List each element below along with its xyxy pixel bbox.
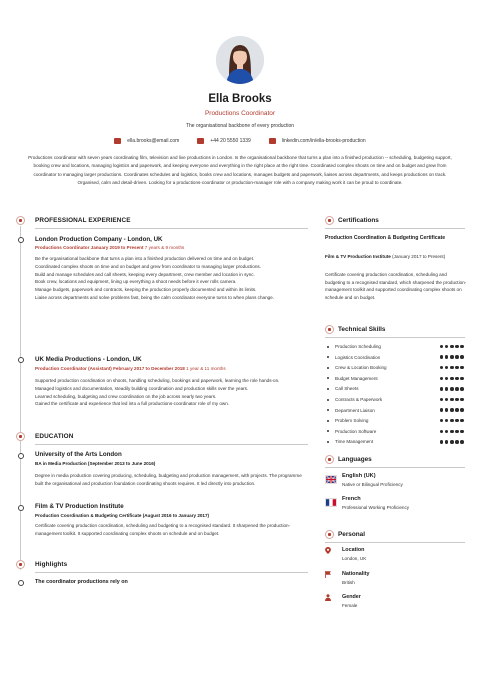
- education-heading: EDUCATION: [35, 433, 74, 440]
- contact-bar: [0, 138, 480, 144]
- skill-row: [327, 353, 467, 362]
- timeline-dot: [18, 357, 24, 363]
- skill-rating: [440, 398, 464, 402]
- rating-dot: [460, 355, 464, 359]
- job-line: Liaise across departments and solve problems fast, being the calm coordinator everyone turns to when plans change.: [35, 294, 275, 300]
- job-line: Manage budgets, paperwork and contracts, keeping the production properly documented and within its limits.: [35, 287, 257, 293]
- job-line: Learned scheduling, budgeting and crew coordination on the job across nearly two years.: [35, 393, 217, 399]
- languages-heading: Languages: [338, 456, 372, 463]
- rating-dot: [460, 345, 464, 349]
- bulb-icon: [325, 325, 334, 334]
- bullet-icon: [327, 346, 329, 348]
- job-role-title: Productions Coordinator: [35, 245, 90, 250]
- job-line: Gained the certificate and experience that led into a full productions-coordinator role of my own.: [35, 401, 230, 407]
- language-name: English (UK): [342, 473, 376, 479]
- rating-dot: [455, 419, 459, 423]
- rating-dot: [455, 440, 459, 444]
- rating-dot: [460, 398, 464, 402]
- timeline-dot: [18, 237, 24, 243]
- bullet-icon: [327, 430, 329, 432]
- job-description: [35, 255, 308, 302]
- uk-flag-icon: [325, 475, 337, 484]
- rating-dot: [445, 366, 449, 370]
- rating-dot: [440, 419, 444, 423]
- bullet-icon: [327, 441, 329, 443]
- timeline-dot: [18, 453, 24, 459]
- skill-rating: [440, 345, 464, 349]
- email-icon: [114, 138, 121, 144]
- education-line: Certificate covering production coordination, scheduling and budgeting to a recognised standard. It sharpened the production-management toolkit. It supported coordinating complex shoots on schedule and on budget.: [35, 523, 291, 536]
- divider: [35, 572, 308, 573]
- job-role: [35, 366, 226, 371]
- phone-text: +44 20 5550 1339: [210, 138, 251, 144]
- divider: [325, 542, 465, 543]
- job-role-title: Production Coordinator (Assistant): [35, 366, 112, 371]
- skill-rating: [440, 355, 464, 359]
- job-description: [35, 377, 308, 408]
- rating-dot: [445, 345, 449, 349]
- bullet-icon: [327, 388, 329, 390]
- skill-label: Contracts & Paperwork: [335, 397, 383, 402]
- job-role-dates: February 2017 to December 2018: [113, 366, 185, 371]
- contact-phone[interactable]: [197, 138, 250, 144]
- rating-dot: [455, 430, 459, 434]
- job-duration: 1 year & 11 months: [186, 366, 226, 371]
- school-name: University of the Arts London: [35, 451, 122, 458]
- job-title: Productions Coordinator: [204, 110, 276, 117]
- job-line: Book crew, locations and equipment, lining up everything a shoot needs before it ever rolls camera.: [35, 279, 237, 285]
- skills-heading: Technical Skills: [338, 326, 386, 333]
- degree: Production Coordination & Budgeting Certificate (August 2016 to January 2017): [35, 513, 210, 518]
- job-role: [35, 245, 184, 250]
- linkedin-icon: [269, 138, 276, 144]
- divider: [35, 228, 308, 229]
- candidate-name: Ella Brooks: [208, 93, 272, 105]
- personal-label: Gender: [342, 594, 361, 600]
- briefcase-icon: [16, 216, 25, 225]
- job-duration: 7 years & 9 months: [144, 245, 185, 250]
- skill-row: [327, 395, 467, 404]
- language-level: Native or Bilingual Proficiency: [342, 482, 403, 487]
- certification-org: [325, 253, 465, 260]
- skill-rating: [440, 377, 464, 381]
- job-org: London Production Company - London, UK: [35, 236, 163, 243]
- language-level: Professional Working Proficiency: [342, 505, 410, 510]
- bullet-icon: [327, 399, 329, 401]
- certification-description: Certificate covering production coordination, scheduling and budgeting to a recognised standard, which sharpened the production-management toolkit and supported coordinating complex shoots on schedule and on budget.: [325, 272, 467, 300]
- timeline-line: [20, 226, 21, 570]
- skill-label: Crew & Location Booking: [335, 365, 387, 371]
- rating-dot: [450, 355, 454, 359]
- rating-dot: [460, 377, 464, 381]
- rating-dot: [450, 408, 454, 412]
- rating-dot: [450, 377, 454, 381]
- rating-dot: [440, 366, 444, 370]
- job-org: UK Media Productions - London, UK: [35, 356, 142, 363]
- skill-label: Production Software: [335, 428, 377, 434]
- contact-email[interactable]: [114, 138, 179, 144]
- location-icon: [325, 547, 331, 554]
- rating-dot: [450, 419, 454, 423]
- rating-dot: [445, 419, 449, 423]
- highlight-item: The coordinator productions rely on: [35, 579, 128, 585]
- rating-dot: [445, 377, 449, 381]
- personal-value: Female: [342, 603, 358, 608]
- certification-dates: (January 2017 to Present): [392, 254, 446, 259]
- job-line: Coordinated complex shoots on time and on budget and grew from coordinator to managing larger productions.: [35, 263, 261, 269]
- skill-rating: [440, 408, 464, 412]
- skill-rating: [440, 366, 464, 370]
- rating-dot: [445, 398, 449, 402]
- rating-dot: [440, 398, 444, 402]
- star-icon: [16, 560, 25, 569]
- email-text: ella.brooks@email.com: [127, 138, 180, 144]
- rating-dot: [450, 440, 454, 444]
- france-flag-icon: [325, 498, 337, 507]
- globe-icon: [325, 455, 334, 464]
- personal-value: London, UK: [342, 556, 367, 561]
- degree: BA in Media Production (September 2013 to June 2016): [35, 461, 156, 466]
- rating-dot: [450, 366, 454, 370]
- rating-dot: [445, 408, 449, 412]
- avatar: [216, 36, 264, 84]
- skill-label: Production Scheduling: [335, 344, 381, 349]
- highlights-heading: Highlights: [35, 561, 68, 568]
- rating-dot: [440, 387, 444, 391]
- skill-row: [327, 406, 467, 415]
- rating-dot: [455, 387, 459, 391]
- job-line: Be the organisational backbone that turns a plan into a finished production delivered on time and on budget.: [35, 256, 255, 261]
- divider: [35, 444, 308, 445]
- rating-dot: [460, 366, 464, 370]
- rating-dot: [450, 430, 454, 434]
- job-line: Managed logistics and documentation, steadily building coordination and production skills over the years.: [35, 385, 249, 391]
- skill-row: [327, 342, 467, 351]
- certification-name: Production Coordination & Budgeting Certificate: [325, 235, 446, 241]
- rating-dot: [450, 387, 454, 391]
- personal-label: Location: [342, 547, 365, 553]
- skill-label: Logistics Coordination: [335, 354, 381, 360]
- skill-rating: [440, 430, 464, 434]
- personal-heading: Personal: [338, 531, 365, 538]
- job-role-dates: January 2019 to Present: [90, 245, 144, 250]
- bullet-icon: [327, 377, 329, 379]
- certification-issuer: Film & TV Production Institute: [325, 254, 391, 259]
- education-description: [35, 472, 308, 488]
- person-icon: [325, 594, 331, 601]
- phone-icon: [197, 138, 204, 144]
- graduation-cap-icon: [16, 432, 25, 441]
- rating-dot: [460, 408, 464, 412]
- language-name: French: [342, 496, 361, 502]
- skill-rating: [440, 440, 464, 444]
- experience-heading: PROFESSIONAL EXPERIENCE: [35, 217, 131, 224]
- bullet-icon: [327, 356, 329, 358]
- timeline-dot: [18, 505, 24, 511]
- skill-label: Call Sheets: [335, 386, 359, 392]
- divider: [325, 467, 465, 468]
- rating-dot: [440, 345, 444, 349]
- skill-row: [327, 374, 467, 383]
- rating-dot: [455, 398, 459, 402]
- rating-dot: [455, 366, 459, 370]
- divider: [325, 228, 465, 229]
- summary: Productions coordinator with seven years coordinating film, television and live productions in London. Is the organisational backbone that turns a plan into a finished production -- scheduling, budgeting support, booking crew and locations, managing logistics and paperwork, and keeping everyone and everything in the right place at the right time. Coordinated complex shoots on time and on budget and grew from coordinator to managing larger productions. Coordinates schedules and logistics, books crew and locations, manages budgets and paperwork, liaises across departments, and keeps productions on track. Organised, calm and detail-driven. Looking for a productions-coordinator or production-manager role with a company making work it can be proud to coordinate.: [28, 155, 452, 186]
- rating-dot: [445, 440, 449, 444]
- skill-label: Department Liaison: [335, 407, 375, 413]
- skill-row: [327, 416, 467, 425]
- flag-icon: [325, 571, 331, 578]
- personal-value: British: [342, 580, 355, 585]
- rating-dot: [455, 345, 459, 349]
- rating-dot: [460, 430, 464, 434]
- education-line: Degree in media production covering producing, scheduling, budgeting and production management, with projects. The programme built the organisational and production foundation coordinating shoots requires. It led directly into production.: [35, 473, 302, 486]
- rating-dot: [450, 345, 454, 349]
- rating-dot: [455, 408, 459, 412]
- timeline-dot: [18, 580, 24, 586]
- job-line: Supported production coordination on shoots, handling scheduling, bookings and paperwork, learning the role hands-on.: [35, 378, 280, 383]
- skill-label: Budget Management: [335, 375, 378, 381]
- linkedin-text: linkedin.com/in/ella-brooks-production: [281, 138, 366, 144]
- profile-photo-icon: [216, 36, 264, 84]
- rating-dot: [455, 377, 459, 381]
- skill-label: Problem Solving: [335, 418, 369, 424]
- contact-linkedin[interactable]: [269, 138, 366, 144]
- rating-dot: [440, 377, 444, 381]
- rating-dot: [455, 355, 459, 359]
- divider: [325, 337, 465, 338]
- certificate-icon: [325, 216, 334, 225]
- rating-dot: [460, 440, 464, 444]
- skill-rating: [440, 387, 464, 391]
- rating-dot: [445, 355, 449, 359]
- rating-dot: [450, 398, 454, 402]
- skill-row: [327, 384, 467, 393]
- skill-row: [327, 363, 467, 372]
- bullet-icon: [327, 420, 329, 422]
- rating-dot: [460, 419, 464, 423]
- school-name: Film & TV Production Institute: [35, 503, 124, 510]
- rating-dot: [440, 355, 444, 359]
- skill-row: [327, 437, 467, 446]
- skill-label: Time Management: [335, 439, 374, 445]
- user-icon: [325, 530, 334, 539]
- rating-dot: [445, 387, 449, 391]
- bullet-icon: [327, 409, 329, 411]
- rating-dot: [440, 408, 444, 412]
- skill-rating: [440, 419, 464, 423]
- bullet-icon: [327, 367, 329, 369]
- personal-label: Nationality: [342, 571, 370, 577]
- rating-dot: [460, 387, 464, 391]
- rating-dot: [440, 440, 444, 444]
- rating-dot: [445, 430, 449, 434]
- education-description: [35, 522, 308, 538]
- rating-dot: [440, 430, 444, 434]
- certifications-heading: Certifications: [338, 217, 379, 224]
- job-line: Build and manage schedules and call sheets, keeping every department, crew member and location in sync.: [35, 271, 255, 277]
- skill-row: [327, 427, 467, 436]
- tagline: The organisational backbone of every production: [185, 123, 295, 129]
